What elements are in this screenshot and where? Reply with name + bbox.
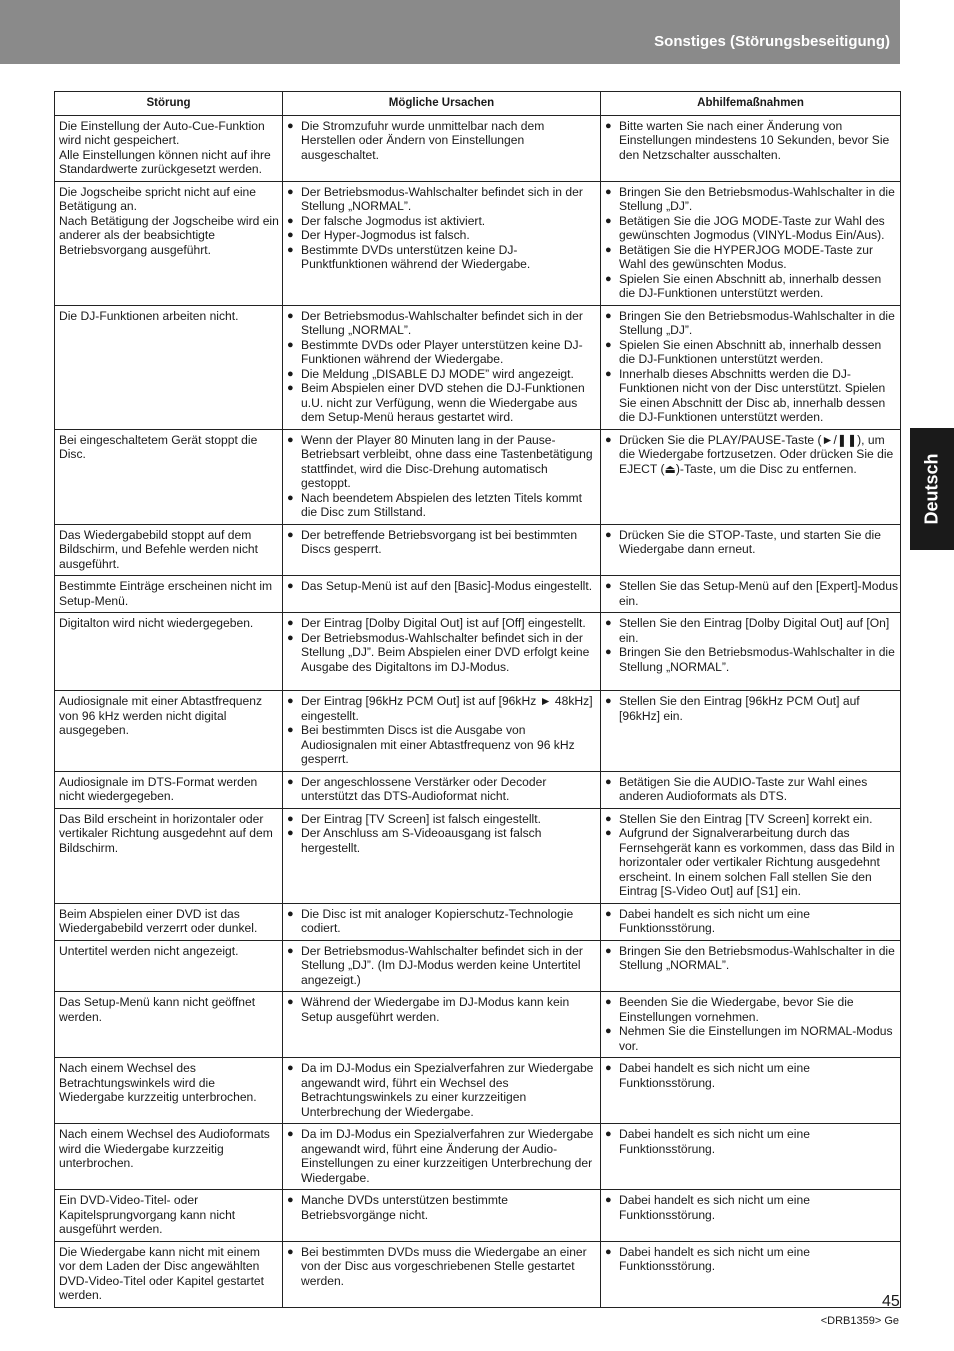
remedy-item: ● Dabei handelt es sich nicht um eine Funktionsstörung. xyxy=(605,1061,898,1090)
problem-cell xyxy=(55,115,283,181)
problem-cell xyxy=(55,808,283,903)
causes-list xyxy=(287,1061,598,1119)
remedies-list xyxy=(605,185,898,301)
remedies-cell xyxy=(601,115,901,181)
remedies-cell xyxy=(601,613,901,691)
causes-list xyxy=(287,1193,598,1222)
problem-cell xyxy=(55,1241,283,1307)
problem-text: Die Jogscheibe spricht nicht auf eine Betätigung an. xyxy=(59,184,256,213)
causes-list xyxy=(287,694,598,767)
causes-cell xyxy=(283,524,601,576)
table-row xyxy=(55,771,901,808)
remedies-cell xyxy=(601,808,901,903)
remedies-cell xyxy=(601,429,901,524)
column-header-remedies: Abhilfemaßnahmen xyxy=(601,92,901,116)
table-row xyxy=(55,992,901,1058)
remedies-cell xyxy=(601,903,901,940)
cause-item: ● Da im DJ-Modus ein Spezialverfahren zur Wiedergabe angewandt wird, führt ein Wechsel des Betrachtungswinkels zu einer kurzzeitigen Unterbrechung der Wiedergabe. xyxy=(287,1061,598,1119)
problem-text: Nach Betätigung der Jogscheibe wird ein anderer als der beabsichtigte Betriebsvorgang ausgeführt. xyxy=(59,213,279,257)
problem-text: Das Setup-Menü kann nicht geöffnet werden. xyxy=(59,995,256,1024)
remedies-cell xyxy=(601,940,901,992)
remedies-list xyxy=(605,812,898,899)
problem-text: Audiosignale im DTS-Format werden nicht wiedergegeben. xyxy=(59,774,258,803)
remedy-item: ● Spielen Sie einen Abschnitt ab, innerhalb dessen die DJ-Funktionen unterstützt werden. xyxy=(605,338,898,367)
causes-cell xyxy=(283,305,601,429)
table-row xyxy=(55,524,901,576)
cause-item: ● Der Betriebsmodus-Wahlschalter befindet sich in der Stellung „NORMAL”. xyxy=(287,309,598,338)
column-header-causes: Mögliche Ursachen xyxy=(283,92,601,116)
causes-cell xyxy=(283,992,601,1058)
causes-cell xyxy=(283,771,601,808)
remedies-cell xyxy=(601,524,901,576)
problem-cell xyxy=(55,576,283,613)
causes-cell xyxy=(283,903,601,940)
page-number: 45 xyxy=(882,1293,900,1310)
problem-cell xyxy=(55,613,283,691)
remedy-item: ● Dabei handelt es sich nicht um eine Funktionsstörung. xyxy=(605,1193,898,1222)
causes-cell xyxy=(283,940,601,992)
table-row xyxy=(55,1190,901,1242)
remedy-item: ● Bringen Sie den Betriebsmodus-Wahlschalter in die Stellung „DJ”. xyxy=(605,309,898,338)
remedy-item: ● Betätigen Sie die AUDIO-Taste zur Wahl eines anderen Audioformats als DTS. xyxy=(605,775,898,804)
problem-cell xyxy=(55,1124,283,1190)
cause-item: ● Der Hyper-Jogmodus ist falsch. xyxy=(287,228,598,243)
remedy-item: ● Dabei handelt es sich nicht um eine Funktionsstörung. xyxy=(605,907,898,936)
causes-cell xyxy=(283,1190,601,1242)
remedy-item: ● Drücken Sie die STOP-Taste, und starten Sie die Wiedergabe dann erneut. xyxy=(605,528,898,557)
problem-cell xyxy=(55,691,283,772)
cause-item: ● Der falsche Jogmodus ist aktiviert. xyxy=(287,214,598,229)
remedies-list xyxy=(605,1193,898,1222)
problem-cell xyxy=(55,181,283,305)
problem-cell xyxy=(55,903,283,940)
cause-item: ● Das Setup-Menü ist auf den [Basic]-Modus eingestellt. xyxy=(287,579,598,594)
cause-item: ● Während der Wiedergabe im DJ-Modus kann kein Setup ausgeführt werden. xyxy=(287,995,598,1024)
remedy-item: ● Nehmen Sie die Einstellungen im NORMAL-Modus vor. xyxy=(605,1024,898,1053)
remedy-item: ● Betätigen Sie die JOG MODE-Taste zur Wahl des gewünschten Jogmodus (VINYL-Modus Ein/Aus). xyxy=(605,214,898,243)
column-header-problem: Störung xyxy=(55,92,283,116)
cause-item: ● Bei bestimmten Discs ist die Ausgabe von Audiosignalen mit einer Abtastfrequenz von 96 kHz gesperrt. xyxy=(287,723,598,767)
causes-cell xyxy=(283,429,601,524)
table-row xyxy=(55,429,901,524)
causes-cell xyxy=(283,576,601,613)
table-row xyxy=(55,1058,901,1124)
cause-item: ● Der betreffende Betriebsvorgang ist bei bestimmten Discs gesperrt. xyxy=(287,528,598,557)
remedy-item: ● Stellen Sie den Eintrag [96kHz PCM Out] auf [96kHz] ein. xyxy=(605,694,898,723)
cause-item: ● Manche DVDs unterstützen bestimmte Betriebsvorgänge nicht. xyxy=(287,1193,598,1222)
table-row xyxy=(55,613,901,691)
problem-text: Digitalton wird nicht wiedergegeben. xyxy=(59,616,254,630)
cause-item: ● Die Stromzufuhr wurde unmittelbar nach dem Herstellen oder Ändern von Einstellungen ausgeschaltet. xyxy=(287,119,598,163)
remedies-cell xyxy=(601,1124,901,1190)
remedy-item: ● Dabei handelt es sich nicht um eine Funktionsstörung. xyxy=(605,1245,898,1274)
causes-list xyxy=(287,944,598,988)
remedies-list xyxy=(605,1127,898,1156)
table-row xyxy=(55,1124,901,1190)
problem-text: Die Wiedergabe kann nicht mit einem vor dem Laden der Disc angewählten DVD-Video-Titel oder Kapitel gestartet werden. xyxy=(59,1244,265,1302)
cause-item: ● Der Anschluss am S-Videoausgang ist falsch hergestellt. xyxy=(287,826,598,855)
remedies-list xyxy=(605,694,898,723)
remedy-item: ● Beenden Sie die Wiedergabe, bevor Sie die Einstellungen vornehmen. xyxy=(605,995,898,1024)
problem-text: Ein DVD-Video-Titel- oder Kapitelsprungvorgang kann nicht ausgeführt werden. xyxy=(59,1193,236,1236)
remedies-list xyxy=(605,433,898,477)
causes-cell xyxy=(283,181,601,305)
remedy-item: ● Drücken Sie die PLAY/PAUSE-Taste (►/❚❚), um die Wiedergabe fortzusetzen. Oder drücken Sie die EJECT (⏏)-Taste, um die Disc zu entfernen. xyxy=(605,433,898,477)
remedy-item: ● Dabei handelt es sich nicht um eine Funktionsstörung. xyxy=(605,1127,898,1156)
remedies-cell xyxy=(601,771,901,808)
causes-list xyxy=(287,309,598,425)
remedy-item: ● Betätigen Sie die HYPERJOG MODE-Taste zur Wahl des gewünschten Modus. xyxy=(605,243,898,272)
causes-list xyxy=(287,579,598,594)
language-tab-label: Deutsch xyxy=(921,453,942,525)
page-title: Sonstiges (Störungsbeseitigung) xyxy=(654,33,890,50)
causes-cell xyxy=(283,115,601,181)
problem-cell xyxy=(55,992,283,1058)
remedies-list xyxy=(605,995,898,1053)
cause-item: ● Die Meldung „DISABLE DJ MODE” wird angezeigt. xyxy=(287,367,598,382)
cause-item: ● Bei bestimmten DVDs muss die Wiedergabe an einer von der Disc aus vorgeschriebenen Stelle gestartet werden. xyxy=(287,1245,598,1289)
causes-cell xyxy=(283,808,601,903)
troubleshooting-table xyxy=(54,91,901,1308)
table-row xyxy=(55,1241,901,1307)
remedies-list xyxy=(605,528,898,557)
problem-text: Beim Abspielen einer DVD ist das Wiedergabebild verzerrt oder dunkel. xyxy=(59,906,258,935)
causes-list xyxy=(287,433,598,520)
causes-list xyxy=(287,1127,598,1185)
causes-list xyxy=(287,907,598,936)
remedy-item: ● Bitte warten Sie nach einer Änderung von Einstellungen mindestens 10 Sekunden, bevor Sie den Netzschalter ausschalten. xyxy=(605,119,898,163)
remedies-list xyxy=(605,907,898,936)
remedy-item: ● Bringen Sie den Betriebsmodus-Wahlschalter in die Stellung „NORMAL”. xyxy=(605,944,898,973)
problem-text: Bestimmte Einträge erscheinen nicht im Setup-Menü. xyxy=(59,579,273,608)
cause-item: ● Der Betriebsmodus-Wahlschalter befindet sich in der Stellung „DJ”. Beim Abspielen einer DVD erfolgt keine Ausgabe des Digitaltons im DJ-Modus. xyxy=(287,631,598,675)
causes-list xyxy=(287,616,598,674)
remedies-cell xyxy=(601,1058,901,1124)
remedy-item: ● Bringen Sie den Betriebsmodus-Wahlschalter in die Stellung „NORMAL”. xyxy=(605,645,898,674)
cause-item: ● Der Betriebsmodus-Wahlschalter befindet sich in der Stellung „NORMAL”. xyxy=(287,185,598,214)
cause-item: ● Der angeschlossene Verstärker oder Decoder unterstützt das DTS-Audioformat nicht. xyxy=(287,775,598,804)
remedies-list xyxy=(605,1061,898,1090)
remedy-item: ● Innerhalb dieses Abschnitts werden die DJ-Funktionen nicht von der Disc unterstützt. Spielen Sie einen Abschnitt der Disc ab, innerhalb dessen die DJ-Funktionen unterstützt werden. xyxy=(605,367,898,425)
cause-item: ● Bestimmte DVDs unterstützen keine DJ-Punktfunktionen während der Wiedergabe. xyxy=(287,243,598,272)
problem-text: Die Einstellung der Auto-Cue-Funktion wird nicht gespeichert. xyxy=(59,118,265,147)
problem-text: Bei eingeschaltetem Gerät stoppt die Disc. xyxy=(59,432,258,461)
remedies-list xyxy=(605,775,898,804)
problem-text: Untertitel werden nicht angezeigt. xyxy=(59,943,239,958)
causes-list xyxy=(287,119,598,163)
remedies-cell xyxy=(601,305,901,429)
cause-item: ● Der Eintrag [Dolby Digital Out] ist auf [Off] eingestellt. xyxy=(287,616,598,631)
remedies-list xyxy=(605,616,898,674)
problem-text: Die DJ-Funktionen arbeiten nicht. xyxy=(59,308,239,323)
remedies-cell xyxy=(601,181,901,305)
problem-text: Nach einem Wechsel des Audioformats wird die Wiedergabe kurzzeitig unterbrochen. xyxy=(59,1127,270,1170)
remedies-cell xyxy=(601,691,901,772)
table-row xyxy=(55,691,901,772)
cause-item: ● Wenn der Player 80 Minuten lang in der Pause-Betriebsart verbleibt, ohne dass eine Tastenbetätigung stattfindet, wird die Disc-Drehung automatisch gestoppt. xyxy=(287,433,598,491)
causes-cell xyxy=(283,613,601,691)
language-tab xyxy=(910,428,954,550)
causes-cell xyxy=(283,1058,601,1124)
cause-item: ● Da im DJ-Modus ein Spezialverfahren zur Wiedergabe angewandt wird, führt eine Änderung der Audio-Einstellungen zu einer kurzzeitigen Unterbrechung der Wiedergabe. xyxy=(287,1127,598,1185)
table-row xyxy=(55,903,901,940)
table-row xyxy=(55,181,901,305)
cause-item: ● Der Eintrag [96kHz PCM Out] ist auf [96kHz ► 48kHz] eingestellt. xyxy=(287,694,598,723)
remedy-item: ● Spielen Sie einen Abschnitt ab, innerhalb dessen die DJ-Funktionen unterstützt werden. xyxy=(605,272,898,301)
problem-cell xyxy=(55,1058,283,1124)
problem-text: Audiosignale mit einer Abtastfrequenz von 96 kHz werden nicht digital ausgegeben. xyxy=(59,694,263,737)
causes-cell xyxy=(283,1241,601,1307)
remedies-list xyxy=(605,119,898,163)
header-bar xyxy=(0,0,900,64)
causes-list xyxy=(287,775,598,804)
remedies-list xyxy=(605,944,898,973)
causes-cell xyxy=(283,691,601,772)
causes-list xyxy=(287,812,598,856)
remedies-cell xyxy=(601,576,901,613)
problem-text: Das Wiedergabebild stoppt auf dem Bildschirm, und Befehle werden nicht ausgeführt. xyxy=(59,527,258,571)
problem-cell xyxy=(55,940,283,992)
problem-text: Das Bild erscheint in horizontaler oder vertikaler Richtung ausgedehnt auf dem Bildschirm. xyxy=(59,811,273,855)
problem-cell xyxy=(55,429,283,524)
table-header-row xyxy=(55,92,901,116)
table-row xyxy=(55,115,901,181)
remedy-item: ● Aufgrund der Signalverarbeitung durch das Fernsehgerät kann es vorkommen, dass das Bild in horizontaler oder vertikaler Richtung ausgedehnt erscheint. In einem solchen Fall stellen Sie den Eintrag [S-Video Out] auf [S1] ein. xyxy=(605,826,898,899)
table-row xyxy=(55,305,901,429)
remedies-cell xyxy=(601,1241,901,1307)
causes-list xyxy=(287,528,598,557)
causes-list xyxy=(287,185,598,272)
remedies-list xyxy=(605,309,898,425)
problem-cell xyxy=(55,524,283,576)
cause-item: ● Der Eintrag [TV Screen] ist falsch eingestellt. xyxy=(287,812,598,827)
remedy-item: ● Stellen Sie den Eintrag [TV Screen] korrekt ein. xyxy=(605,812,898,827)
document-code: <DRB1359> Ge xyxy=(820,1315,899,1327)
causes-cell xyxy=(283,1124,601,1190)
table-row xyxy=(55,808,901,903)
problem-text: Alle Einstellungen können nicht auf ihre Standardwerte zurückgesetzt werden. xyxy=(59,147,271,176)
remedies-list xyxy=(605,1245,898,1274)
remedies-list xyxy=(605,579,898,608)
cause-item: ● Bestimmte DVDs oder Player unterstützen keine DJ-Funktionen während der Wiedergabe. xyxy=(287,338,598,367)
table-row xyxy=(55,940,901,992)
problem-cell xyxy=(55,1190,283,1242)
remedies-cell xyxy=(601,992,901,1058)
cause-item: ● Beim Abspielen einer DVD stehen die DJ-Funktionen u.U. nicht zur Verfügung, wenn die Wiedergabe aus dem Setup-Menü heraus gestartet wird. xyxy=(287,381,598,425)
remedies-cell xyxy=(601,1190,901,1242)
cause-item: ● Der Betriebsmodus-Wahlschalter befindet sich in der Stellung „DJ”. (Im DJ-Modus werden keine Untertitel angezeigt.) xyxy=(287,944,598,988)
table-row xyxy=(55,576,901,613)
remedy-item: ● Stellen Sie das Setup-Menü auf den [Expert]-Modus ein. xyxy=(605,579,898,608)
problem-text: Nach einem Wechsel des Betrachtungswinkels wird die Wiedergabe kurzzeitig unterbrochen. xyxy=(59,1061,257,1104)
cause-item: ● Die Disc ist mit analoger Kopierschutz-Technologie codiert. xyxy=(287,907,598,936)
remedy-item: ● Stellen Sie den Eintrag [Dolby Digital Out] auf [On] ein. xyxy=(605,616,898,645)
causes-list xyxy=(287,1245,598,1289)
remedy-item: ● Bringen Sie den Betriebsmodus-Wahlschalter in die Stellung „DJ”. xyxy=(605,185,898,214)
problem-cell xyxy=(55,305,283,429)
problem-cell xyxy=(55,771,283,808)
cause-item: ● Nach beendetem Abspielen des letzten Titels kommt die Disc zum Stillstand. xyxy=(287,491,598,520)
causes-list xyxy=(287,995,598,1024)
